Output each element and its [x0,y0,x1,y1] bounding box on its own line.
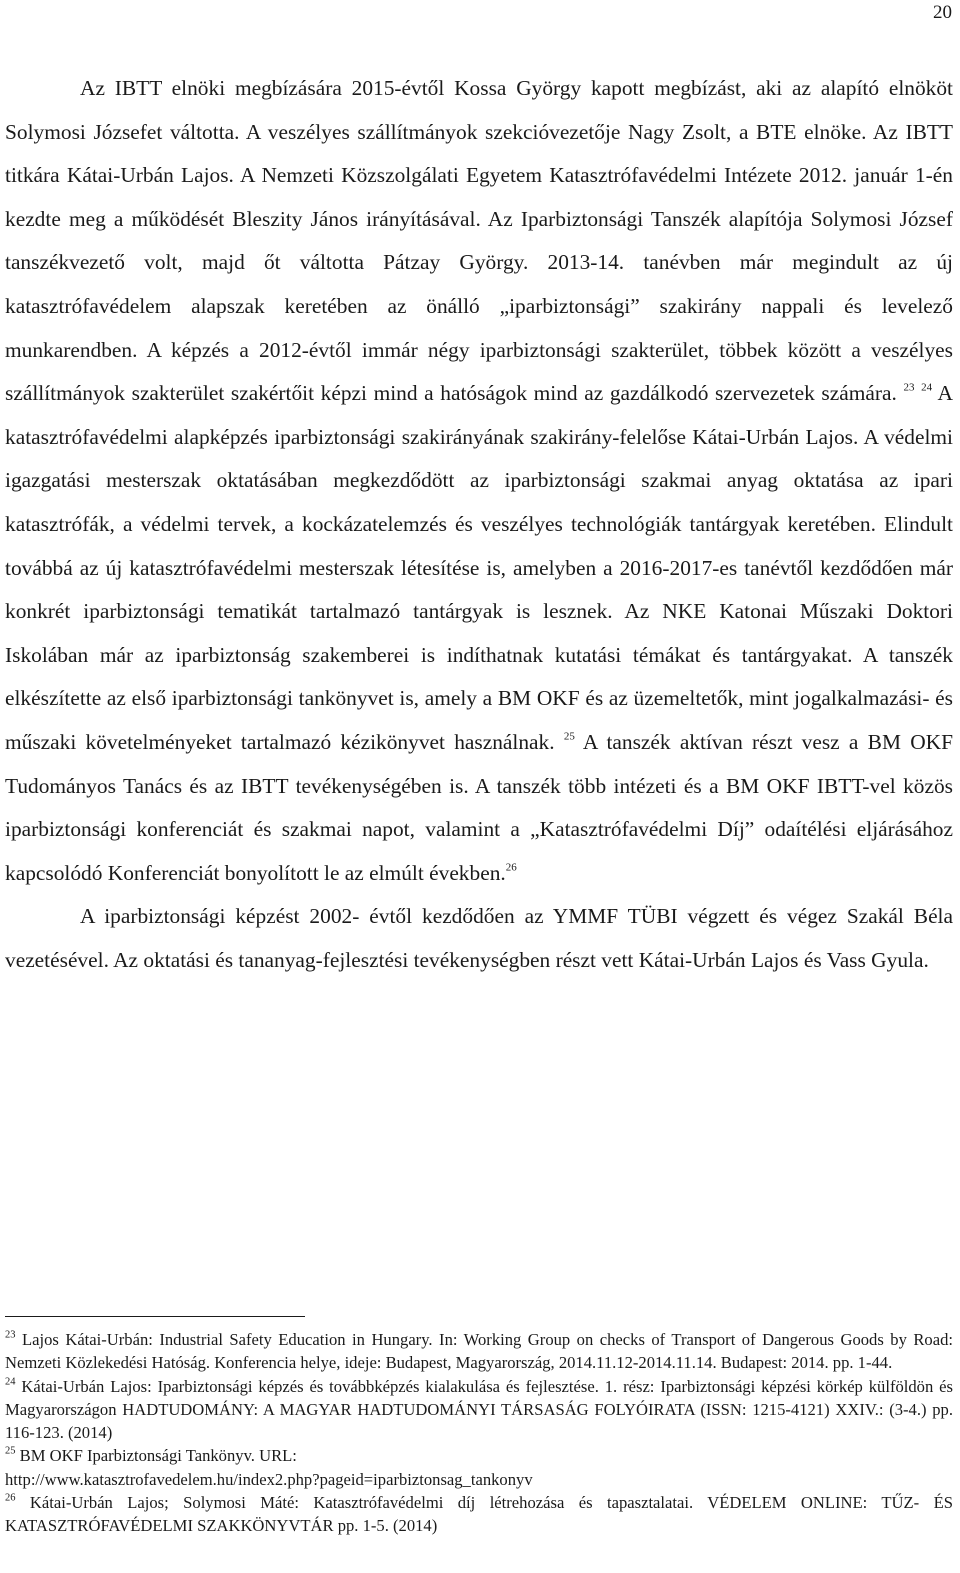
footnote-number: 23 [5,1329,16,1341]
footnote-url-link[interactable]: http://www.katasztrofavedelem.hu/index2.php?pageid=iparbiztonsag_tankonyv [5,1469,533,1489]
footnote-25 [5,1444,953,1491]
footnote-text: Lajos Kátai-Urbán: Industrial Safety Education in Hungary. In: Working Group on checks of Transport of Dangerous Goods by Road: Nemzeti Közlekedési Hatóság. Konferencia helye, ideje: Budapest, Magyarország, 2014.11.12-2014.11.14. Budapest: 2014. pp. 1-44. [5,1330,953,1373]
paragraph-1-part-1: Az IBTT elnöki megbízására 2015-évtől Kossa György kapott megbízást, aki az alapító elnököt Solymosi Józsefet váltotta. A veszélyes szállítmányok szekcióvezetője Nagy Zsolt, a BTE elnöke. Az IBTT titkára Kátai-Urbán Lajos. A Nemzeti Közszolgálati Egyetem Katasztrófavédelmi Intézete 2012. január 1-én kezdte meg a működését Bleszity János irányításával. Az Iparbiztonsági Tanszék alapítója Solymosi József tanszékvezető volt, majd őt váltotta Pátzay György. 2013-14. tanévben már megindult az új katasztrófavédelem alapszak keretében az önálló „iparbiztonsági” szakirány nappali és levelező munkarendben. A képzés a 2012-évtől immár négy iparbiztonsági szakterület, többek között a veszélyes szállítmányok szakterület szakértőit képzi mind a hatóságok mind az gazdálkodó szervezetek számára. [5,76,953,406]
footnote-ref-23[interactable]: 23 [903,381,915,394]
body-text [5,67,953,982]
page-number: 20 [933,2,952,23]
footnote-23 [5,1328,953,1375]
footnotes [5,1328,953,1538]
footnote-number: 26 [5,1492,16,1504]
paragraph-1 [5,67,953,895]
paragraph-2: A iparbiztonsági képzést 2002- évtől kezdődően az YMMF TÜBI végzett és végez Szakál Béla vezetésével. Az oktatási és tananyag-fejlesztési tevékenységben részt vett Kátai-Urbán Lajos és Vass Gyula. [5,904,953,972]
footnote-24 [5,1375,953,1445]
paragraph-1-part-2: A katasztrófavédelmi alapképzés iparbiztonsági szakirányának szakirány-felelőse Kátai-Urbán Lajos. A védelmi igazgatási mesterszak oktatásában megkezdődött az iparbiztonsági szakmai anyag oktatása az ipari katasztrófák, a védelmi tervek, a kockázatelemzés és veszélyes technológiák tantárgyak keretében. Elindult továbbá az új katasztrófavédelmi mesterszak létesítése is, amelyben a 2016-2017-es tanévtől kezdődően már konkrét iparbiztonsági tematikát tartalmazó tantárgyak is lesznek. Az NKE Katonai Műszaki Doktori Iskolában már az iparbiztonság szakemberei is indíthatnak kutatási témákat és tantárgyakat. A tanszék elkészítette az első iparbiztonsági tankönyvet is, amely a BM OKF és az üzemeltetők, mint jogalkalmazási- és műszaki követelményeket tartalmazó kézikönyvet használnak. [5,381,953,754]
footnote-26 [5,1491,953,1538]
footnote-text: Kátai-Urbán Lajos; Solymosi Máté: Katasztrófavédelmi díj létrehozása és tapasztalatai. VÉDELEM ONLINE: TŰZ- ÉS KATASZTRÓFAVÉDELMI SZAKKÖNYVTÁR pp. 1-5. (2014) [5,1493,953,1536]
paragraph-1-part-3: A tanszék aktívan részt vesz a BM OKF Tudományos Tanács és az IBTT tevékenységében is. A tanszék több intézeti és a BM OKF IBTT-vel közös iparbiztonsági konferenciát és szakmai napot, valamint a „Katasztrófavédelmi Díj” odaítélési eljárásához kapcsolódó Konferenciát bonyolított le az elmúlt években. [5,729,954,885]
footnote-separator [5,1316,305,1317]
footnote-number: 25 [5,1446,16,1458]
footnote-text: Kátai-Urbán Lajos: Iparbiztonsági képzés és továbbképzés kialakulása és fejlesztése. 1. rész: Iparbiztonsági képzési körkép külföldön és Magyarországon HADTUDOMÁNY: A MAGYAR HADTUDOMÁNYI TÁRSASÁG FOLYÓIRATA (ISSN: 1215-4121) XXIV.: (3-4.) pp. 116-123. (2014) [5,1376,953,1443]
footnote-ref-26[interactable]: 26 [505,861,517,874]
footnote-ref-25[interactable]: 25 [563,730,575,743]
footnote-ref-24[interactable]: 24 [921,381,933,394]
footnote-number: 24 [5,1376,16,1388]
footnote-text: BM OKF Iparbiztonsági Tankönyv. URL: [19,1446,297,1466]
